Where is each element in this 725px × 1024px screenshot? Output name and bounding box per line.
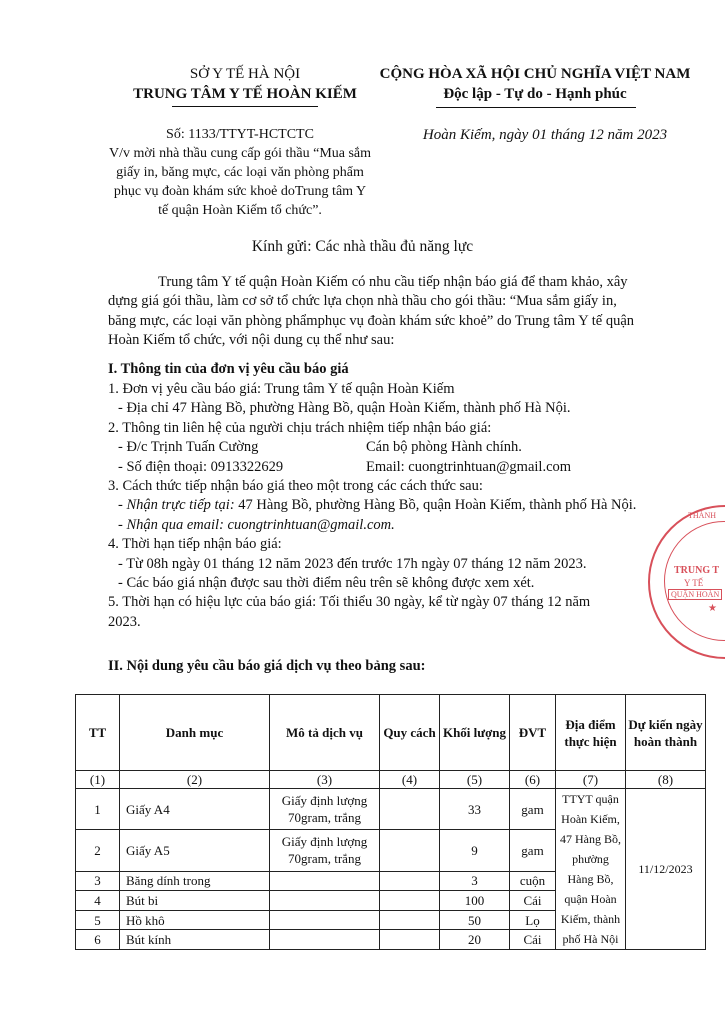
item-description: Giấy định lượng 70gram, trắng <box>270 789 380 830</box>
item-name: Giấy A4 <box>120 789 270 830</box>
table-header-row <box>76 695 706 771</box>
row-number: 6 <box>76 930 120 950</box>
item-description <box>270 871 380 891</box>
header-cell: ĐVT <box>510 695 556 771</box>
issuing-department: SỞ Y TẾ HÀ NỘI <box>189 66 301 82</box>
header-cell: Địa điểm thực hiện <box>556 695 626 771</box>
item-description <box>270 891 380 911</box>
table-row <box>76 789 706 830</box>
item-quantity: 9 <box>440 830 510 871</box>
direct-receipt-row <box>108 496 718 515</box>
column-number-row <box>76 771 706 789</box>
item-name: Bút bi <box>120 891 270 911</box>
motto-underline <box>436 107 636 108</box>
contact-name: - Đ/c Trịnh Tuấn Cường <box>118 439 259 456</box>
document-number: Số: 1133/TTYT-HCTCTC <box>166 127 314 142</box>
direct-receipt-label: - Nhận trực tiếp tại: <box>118 497 235 514</box>
header-cell: TT <box>76 695 120 771</box>
email-receipt-row <box>108 516 718 535</box>
document-date: Hoàn Kiếm, ngày 01 tháng 12 năm 2023 <box>422 127 668 143</box>
item-quantity: 100 <box>440 891 510 911</box>
intro-line: Hoàn Kiếm tổ chức, với nội dung cụ thể như sau: <box>108 331 395 348</box>
national-motto: Độc lập - Tự do - Hạnh phúc <box>443 86 627 102</box>
contact-item: 2. Thông tin liên hệ của người chịu trách nhiệm tiếp nhận báo giá: <box>108 419 492 436</box>
email-receipt-value: cuongtrinhtuan@gmail.com. <box>223 516 395 533</box>
row-number: 2 <box>76 830 120 871</box>
intro-line: băng mực, các loại văn phòng phẩmphục vụ đoàn khám sức khoẻ” do Trung tâm Y tế quận <box>108 312 635 329</box>
row-number: 5 <box>76 910 120 930</box>
deadline-period: - Từ 08h ngày 01 tháng 12 năm 2023 đến trước 17h ngày 07 tháng 12 năm 2023. <box>118 555 587 572</box>
issuing-organization: TRUNG TÂM Y TẾ HOÀN KIẾM <box>133 86 357 102</box>
item-unit: Cái <box>510 930 556 950</box>
method-item: 3. Cách thức tiếp nhận báo giá theo một trong các cách thức sau: <box>108 478 483 495</box>
item-spec <box>380 891 440 911</box>
item-unit: cuộn <box>510 871 556 891</box>
header-cell: Dự kiến ngày hoàn thành <box>626 695 706 771</box>
header-cell: Khối lượng <box>440 695 510 771</box>
item-unit: Cái <box>510 891 556 911</box>
intro-paragraph <box>108 273 708 350</box>
org-underline <box>172 106 318 107</box>
column-number: (6) <box>510 771 556 789</box>
section-1-title: I. Thông tin của đơn vị yêu cầu báo giá <box>108 361 349 377</box>
direct-receipt-value: 47 Hàng Bồ, phường Hàng Bồ, quận Hoàn Kiếm, thành phố Hà Nội. <box>234 497 637 514</box>
item-description: Giấy định lượng 70gram, trắng <box>270 830 380 871</box>
item-name: Băng dính trong <box>120 871 270 891</box>
requester-item: 1. Đơn vị yêu cầu báo giá: Trung tâm Y tế quận Hoàn Kiếm <box>108 381 455 397</box>
header-cell: Quy cách <box>380 695 440 771</box>
item-quantity: 33 <box>440 789 510 830</box>
column-number: (2) <box>120 771 270 789</box>
item-spec <box>380 910 440 930</box>
row-number: 3 <box>76 871 120 891</box>
validity-item-cont: 2023. <box>108 613 141 630</box>
contact-email: Email: cuongtrinhtuan@gmail.com <box>366 458 572 475</box>
item-spec <box>380 871 440 891</box>
item-quantity: 3 <box>440 871 510 891</box>
stamp-text: THÀNH <box>688 511 716 520</box>
section-1-body <box>108 380 718 632</box>
subject-line: V/v mời nhà thầu cung cấp gói thầu “Mua sắm <box>108 146 372 161</box>
item-quantity: 50 <box>440 910 510 930</box>
item-description <box>270 910 380 930</box>
item-spec <box>380 830 440 871</box>
contact-name-row <box>108 438 718 457</box>
subject-line: phục vụ đoàn khám sức khoẻ doTrung tâm Y <box>113 184 367 199</box>
greeting: Kính gửi: Các nhà thầu đủ năng lực <box>251 238 474 255</box>
document-subject <box>70 144 410 220</box>
item-unit: gam <box>510 789 556 830</box>
national-title: CỘNG HÒA XÃ HỘI CHỦ NGHĨA VIỆT NAM <box>379 66 691 82</box>
column-number: (5) <box>440 771 510 789</box>
email-receipt-label: - Nhận qua email: <box>118 516 224 533</box>
completion-date: 11/12/2023 <box>626 789 706 950</box>
item-unit: Lọ <box>510 910 556 930</box>
header-cell: Danh mục <box>120 695 270 771</box>
contact-phone-row <box>108 458 718 477</box>
deadline-note: - Các báo giá nhận được sau thời điểm nêu trên sẽ không được xem xét. <box>118 575 535 592</box>
requester-address: - Địa chỉ 47 Hàng Bồ, phường Hàng Bồ, quận Hoàn Kiếm, thành phố Hà Nội. <box>118 400 571 417</box>
deadline-item: 4. Thời hạn tiếp nhận báo giá: <box>108 536 282 553</box>
item-description <box>270 930 380 950</box>
stamp-text: Y TẾ <box>684 578 704 588</box>
item-name: Giấy A5 <box>120 830 270 871</box>
subject-line: giấy in, băng mực, các loại văn phòng phẩm <box>116 165 364 180</box>
column-number: (7) <box>556 771 626 789</box>
column-number: (1) <box>76 771 120 789</box>
column-number: (4) <box>380 771 440 789</box>
delivery-location: TTYT quận Hoàn Kiếm, 47 Hàng Bồ, phường Hàng Bồ, quận Hoàn Kiếm, thành phố Hà Nội <box>556 789 626 950</box>
stamp-text: QUẬN HOÀN <box>668 589 722 600</box>
item-spec <box>380 789 440 830</box>
item-name: Bút kính <box>120 930 270 950</box>
subject-line: tế quận Hoàn Kiếm tổ chức”. <box>158 203 322 218</box>
validity-item: 5. Thời hạn có hiệu lực của báo giá: Tối thiểu 30 ngày, kể từ ngày 07 tháng 12 năm <box>108 594 591 611</box>
column-number: (8) <box>626 771 706 789</box>
section-2-title: II. Nội dung yêu cầu báo giá dịch vụ theo bảng sau: <box>108 658 426 674</box>
row-number: 4 <box>76 891 120 911</box>
item-spec <box>380 930 440 950</box>
stamp-text: TRUNG T <box>674 565 720 576</box>
stamp-star-icon: ★ <box>708 603 717 614</box>
quotation-table <box>75 694 706 950</box>
intro-line: Trung tâm Y tế quận Hoàn Kiếm có nhu cầu tiếp nhận báo giá để tham khảo, xây <box>158 274 628 290</box>
item-unit: gam <box>510 830 556 871</box>
contact-phone: - Số điện thoại: 0913322629 <box>118 458 284 475</box>
header-cell: Mô tả dịch vụ <box>270 695 380 771</box>
item-name: Hồ khô <box>120 910 270 930</box>
item-quantity: 20 <box>440 930 510 950</box>
contact-role: Cán bộ phòng Hành chính. <box>366 439 522 456</box>
row-number: 1 <box>76 789 120 830</box>
intro-line: dựng giá gói thầu, làm cơ sở tổ chức lựa chọn nhà thầu cho gói thầu: “Mua sắm giấy in, <box>108 293 617 310</box>
column-number: (3) <box>270 771 380 789</box>
